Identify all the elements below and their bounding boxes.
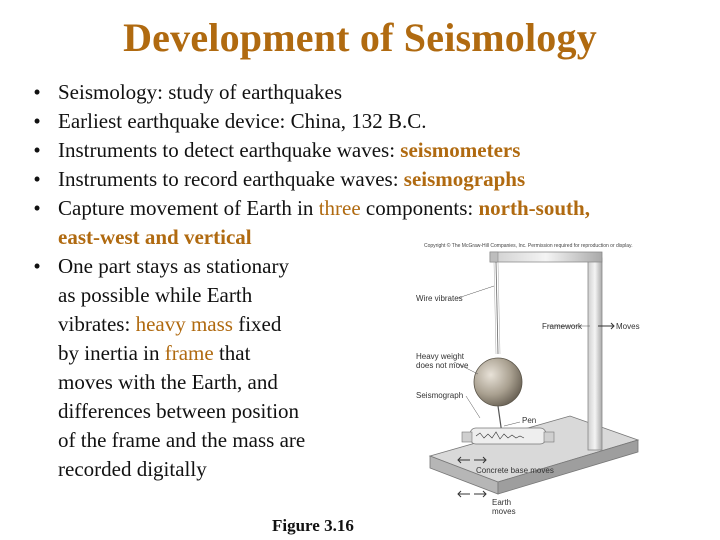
bullet-text: Instruments to record earthquake waves: (58, 167, 404, 191)
bullet-text: Instruments to detect earthquake waves: (58, 138, 401, 162)
frame-top-beam (490, 252, 602, 262)
figure-caption: Figure 3.16 (272, 516, 354, 535)
bullet-dot: • (33, 80, 41, 104)
bullet-line: vibrates: (58, 312, 136, 336)
label-seismograph: Seismograph (416, 391, 464, 400)
term-east-west-vertical: east-west and vertical (58, 225, 252, 249)
recording-drum (470, 428, 546, 444)
term-heavy-mass: heavy mass (135, 312, 233, 336)
seismograph-drawing (410, 234, 670, 524)
bullet-line: of the frame and the mass are (58, 428, 306, 452)
bullet-line: recorded digitally (58, 457, 207, 481)
bullet-item (30, 136, 590, 165)
bullet-line: differences between position (58, 399, 300, 423)
term-seismometers: seismometers (400, 138, 521, 162)
bullet-line: that (213, 341, 251, 365)
term-north-south: north-south, (478, 196, 590, 220)
label-earth: Earth (492, 498, 512, 507)
label-does-not-move: does not move (416, 361, 469, 370)
bullet-text: Capture movement of Earth in (58, 196, 319, 220)
label-framework: Framework (542, 322, 583, 331)
bullet-line: by inertia in (58, 341, 165, 365)
bullet-text: Earliest earthquake device: China, 132 B.C. (58, 109, 427, 133)
label-pen: Pen (522, 416, 537, 425)
frame-post (588, 258, 602, 450)
bullet-text: Seismology: study of earthquakes (58, 80, 343, 104)
bullet-item (30, 252, 338, 484)
bullet-item (30, 107, 590, 136)
bullet-dot: • (33, 109, 41, 133)
bullet-item (30, 78, 590, 107)
seismograph-illustration (410, 234, 670, 524)
slide-title: Development of Seismology (123, 15, 597, 60)
bullet-line: One part stays as stationary (58, 254, 289, 278)
bullet-text: components: (360, 196, 479, 220)
label-heavy-weight: Heavy weight (416, 352, 465, 361)
bullet-dot: • (33, 196, 41, 220)
label-concrete-base-moves: Concrete base moves (476, 466, 554, 475)
label-wire-vibrates: Wire vibrates (416, 294, 463, 303)
bullet-line: moves with the Earth, and (58, 370, 278, 394)
bullet-item (30, 165, 590, 194)
bullet-dot: • (33, 138, 41, 162)
bullet-line: fixed (232, 312, 282, 336)
copyright-note: Copyright © The McGraw-Hill Companies, Inc. Permission required for reproduction or display. (424, 243, 633, 249)
bullet-line: as possible while Earth (58, 283, 253, 307)
bullet-dot: • (33, 167, 41, 191)
label-earth-moves: moves (492, 507, 516, 516)
earth-moves-arrow (458, 491, 486, 497)
bullet-dot: • (33, 254, 41, 278)
heavy-weight (474, 358, 522, 406)
wire (496, 262, 498, 354)
term-frame: frame (164, 341, 214, 365)
term-three: three (318, 196, 361, 220)
label-moves: Moves (616, 322, 640, 331)
term-seismographs: seismographs (403, 167, 526, 191)
